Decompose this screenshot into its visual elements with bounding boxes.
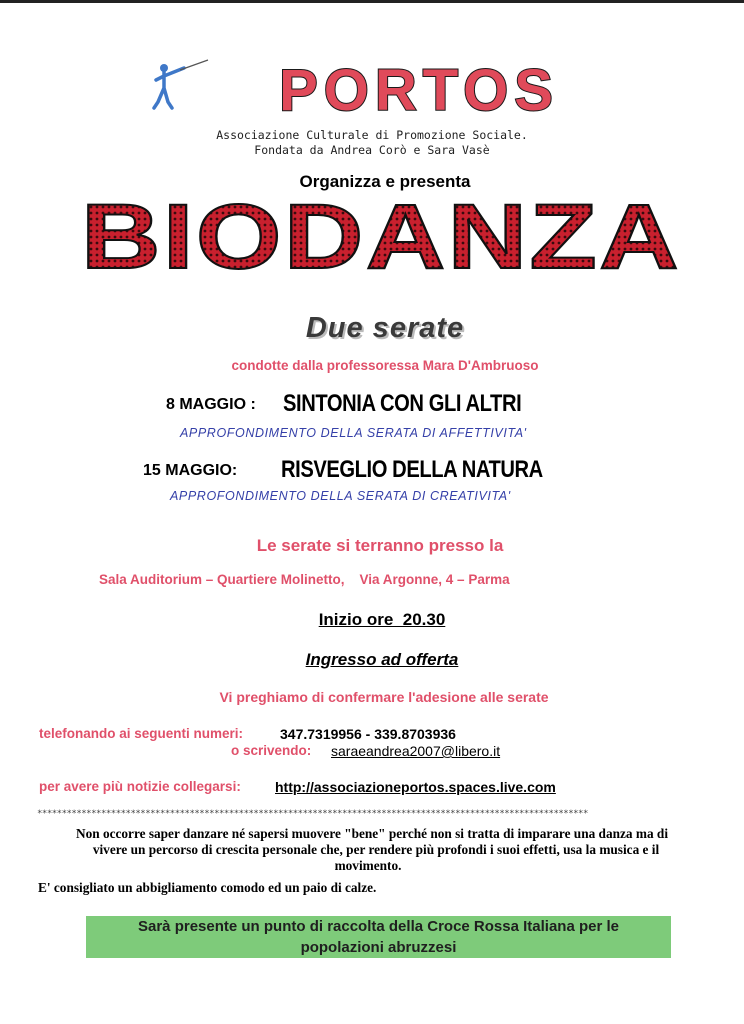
due-serate-heading: Due serate <box>305 312 465 344</box>
association-line-1: Associazione Culturale di Promozione Sociale. <box>216 128 528 142</box>
event-2-row <box>143 462 237 480</box>
top-edge-line <box>0 0 744 3</box>
biodanza-text: BIODANZA <box>81 186 681 286</box>
event-2-title: RISVEGLIO DELLA NATURA <box>281 456 543 483</box>
venue-address: Sala Auditorium – Quartiere Molinetto, Via Argonne, 4 – Parma <box>99 572 510 587</box>
description-line-3: movimento. <box>334 858 402 873</box>
conducted-by-text: condotte dalla professoressa Mara D'Ambruoso <box>231 358 539 373</box>
portos-logo-text: PORTOS <box>279 58 559 123</box>
email-label: o scrivendo: <box>231 743 312 758</box>
separator-line: **************************************************************************************************************** <box>37 809 588 819</box>
portos-logo <box>244 58 594 128</box>
event-1-date: 8 MAGGIO : <box>166 396 256 413</box>
event-2-subtitle: APPROFONDIMENTO DELLA SERATA DI CREATIVITA' <box>170 489 511 503</box>
description-line-4: E' consigliato un abbigliamento comodo ed un paio di calze. <box>38 880 377 895</box>
email-address[interactable]: saraeandrea2007@libero.it <box>331 743 501 759</box>
website-link[interactable]: http://associazioneportos.spaces.live.com <box>275 779 556 795</box>
phone-label: telefonando ai seguenti numeri: <box>39 726 244 741</box>
association-line-2: Fondata da Andrea Corò e Sara Vasè <box>254 143 490 157</box>
venue-intro: Le serate si terranno presso la <box>256 536 504 555</box>
confirm-text: Vi preghiamo di confermare l'adesione alle serate <box>219 689 549 705</box>
phone-numbers: 347.7319956 - 339.8703936 <box>280 726 456 742</box>
event-2-date: 15 MAGGIO: <box>143 462 238 479</box>
event-1-title: SINTONIA CON GLI ALTRI <box>283 390 522 417</box>
start-time: Inizio ore 20.30 <box>318 610 446 629</box>
event-1-row <box>166 396 256 414</box>
description-line-2: vivere un percorso di crescita personale che, per rendere più profondi i suoi effetti, usa la musica e il <box>92 842 660 857</box>
red-cross-notice <box>86 916 671 958</box>
entry-offer: Ingresso ad offerta <box>305 650 459 669</box>
red-cross-line-2: popolazioni abruzzesi <box>300 939 457 956</box>
info-label: per avere più notizie collegarsi: <box>39 779 241 794</box>
description-line-1: Non occorre saper danzare né sapersi muovere "bene" perché non si tratta di imparare una danza ma di <box>75 826 669 841</box>
organizes-heading: Organizza e presenta <box>299 172 471 191</box>
biodanza-headline <box>76 186 686 286</box>
event-1-subtitle: APPROFONDIMENTO DELLA SERATA DI AFFETTIVITA' <box>180 426 527 440</box>
fencer-icon <box>150 58 212 114</box>
red-cross-line-1: Sarà presente un punto di raccolta della Croce Rossa Italiana per le <box>138 918 619 935</box>
